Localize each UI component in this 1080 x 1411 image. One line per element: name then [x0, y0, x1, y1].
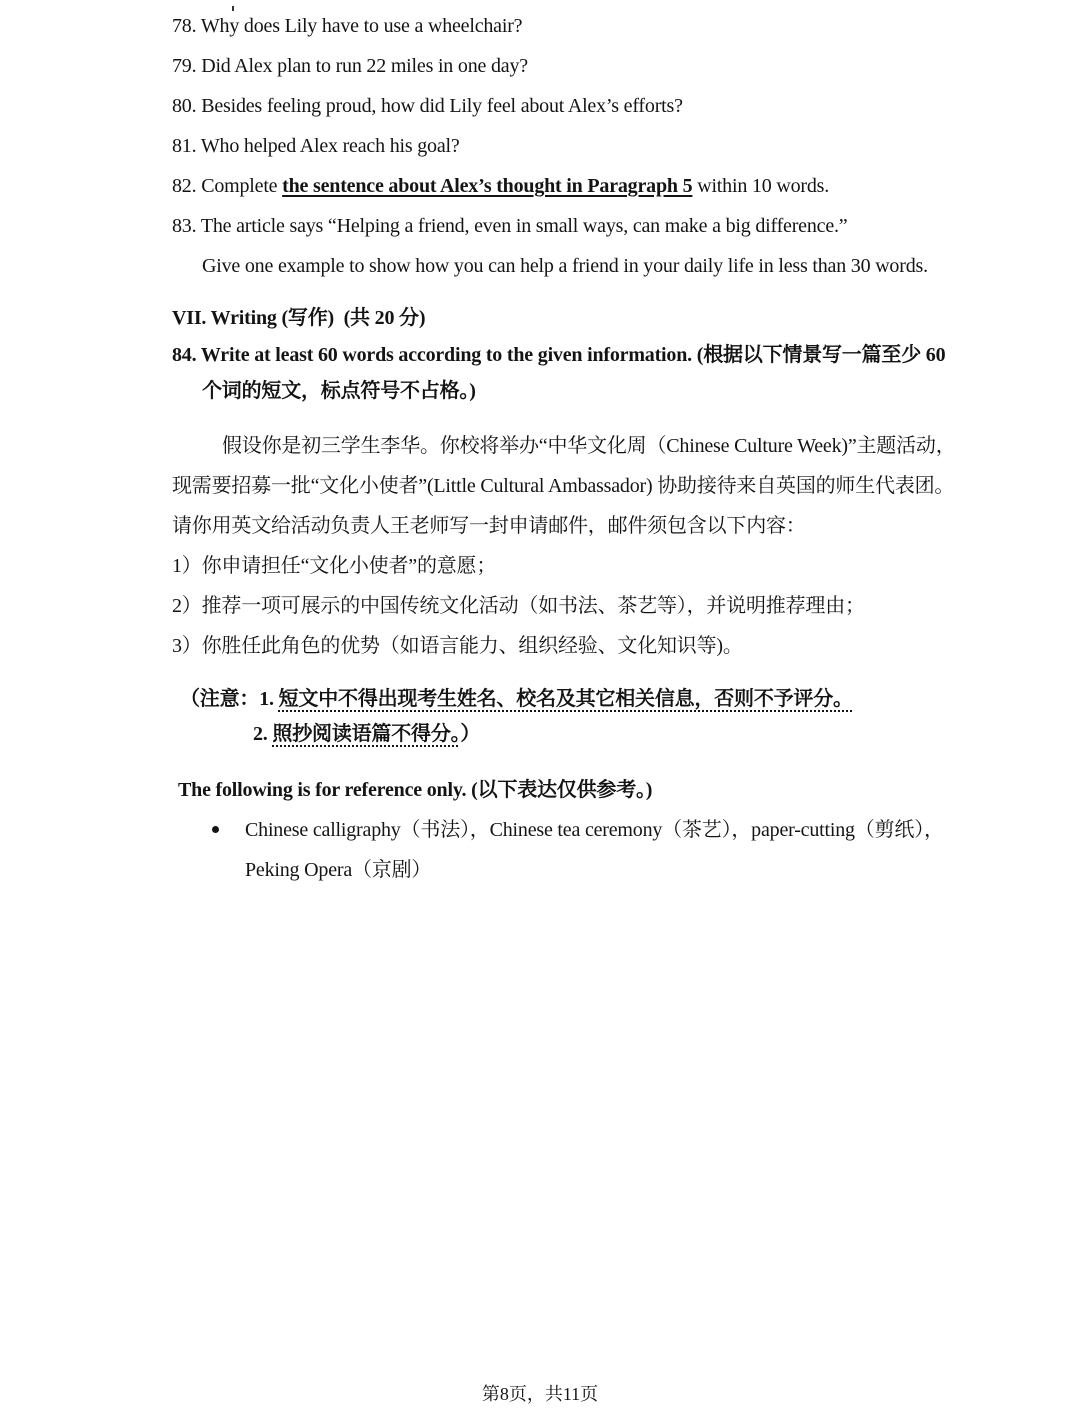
requirement-3: 3）你胜任此角色的优势（如语言能力、组织经验、文化知识等)。 [172, 635, 743, 657]
question-82-prefix: 82. Complete [172, 175, 283, 197]
reference-line-1: Chinese calligraphy（书法），Chinese tea ceremony（茶艺），paper-cutting（剪纸）， [245, 819, 944, 841]
scenario-line-2: 现需要招募一批“文化小使者”(Little Cultural Ambassador) 协助接待来自英国的师生代表团。 [172, 475, 955, 497]
reference-line-2: Peking Opera（京剧） [245, 859, 432, 881]
bullet-icon [212, 826, 219, 833]
note-2-text: 照抄阅读语篇不得分。 [272, 723, 461, 745]
note-1-text: 短文中不得出现考生姓名、校名及其它相关信息，否则不予评分。 [278, 688, 853, 710]
question-84-line1: 84. Write at least 60 words according to the given information. (根据以下情景写一篇至少 60 [172, 344, 946, 366]
note-line-2 [253, 721, 480, 747]
note-1-label: （注意：1. [180, 688, 274, 710]
note-2-label: 2. [253, 723, 268, 745]
question-83: 83. The article says “Helping a friend, even in small ways, can make a big difference.” [172, 215, 848, 237]
question-81: 81. Who helped Alex reach his goal? [172, 135, 460, 157]
page-number: 第8页，共11页 [481, 1384, 599, 1404]
question-79: 79. Did Alex plan to run 22 miles in one day? [172, 55, 528, 77]
scenario-line-1: 假设你是初三学生李华。你校将举办“中华文化周（Chinese Culture Week)”主题活动， [222, 435, 956, 457]
question-82 [172, 173, 829, 199]
requirement-2: 2）推荐一项可展示的中国传统文化活动（如书法、茶艺等），并说明推荐理由； [172, 595, 865, 617]
writing-section-title: VII. Writing (写作) [172, 307, 334, 329]
reference-title: The following is for reference only. (以下表达仅供参考。) [178, 779, 653, 801]
note-2-end: ） [460, 723, 481, 745]
writing-section-points: (共 20 分) [343, 307, 426, 329]
question-82-underlined: the sentence about Alex’s thought in Paragraph 5 [282, 175, 693, 197]
writing-section-heading [172, 305, 425, 331]
scan-mark [232, 6, 234, 11]
note-line-1 [180, 686, 853, 712]
question-78: 78. Why does Lily have to use a wheelchair? [172, 15, 523, 37]
scenario-line-3: 请你用英文给活动负责人王老师写一封申请邮件，邮件须包含以下内容： [172, 515, 806, 537]
question-82-suffix: within 10 words. [692, 175, 830, 197]
requirement-1: 1）你申请担任“文化小使者”的意愿； [172, 555, 497, 577]
question-83-instruction: Give one example to show how you can help a friend in your daily life in less than 30 words. [202, 255, 928, 277]
question-80: 80. Besides feeling proud, how did Lily feel about Alex’s efforts? [172, 95, 683, 117]
question-84-line2: 个词的短文，标点符号不占格。) [202, 380, 476, 402]
